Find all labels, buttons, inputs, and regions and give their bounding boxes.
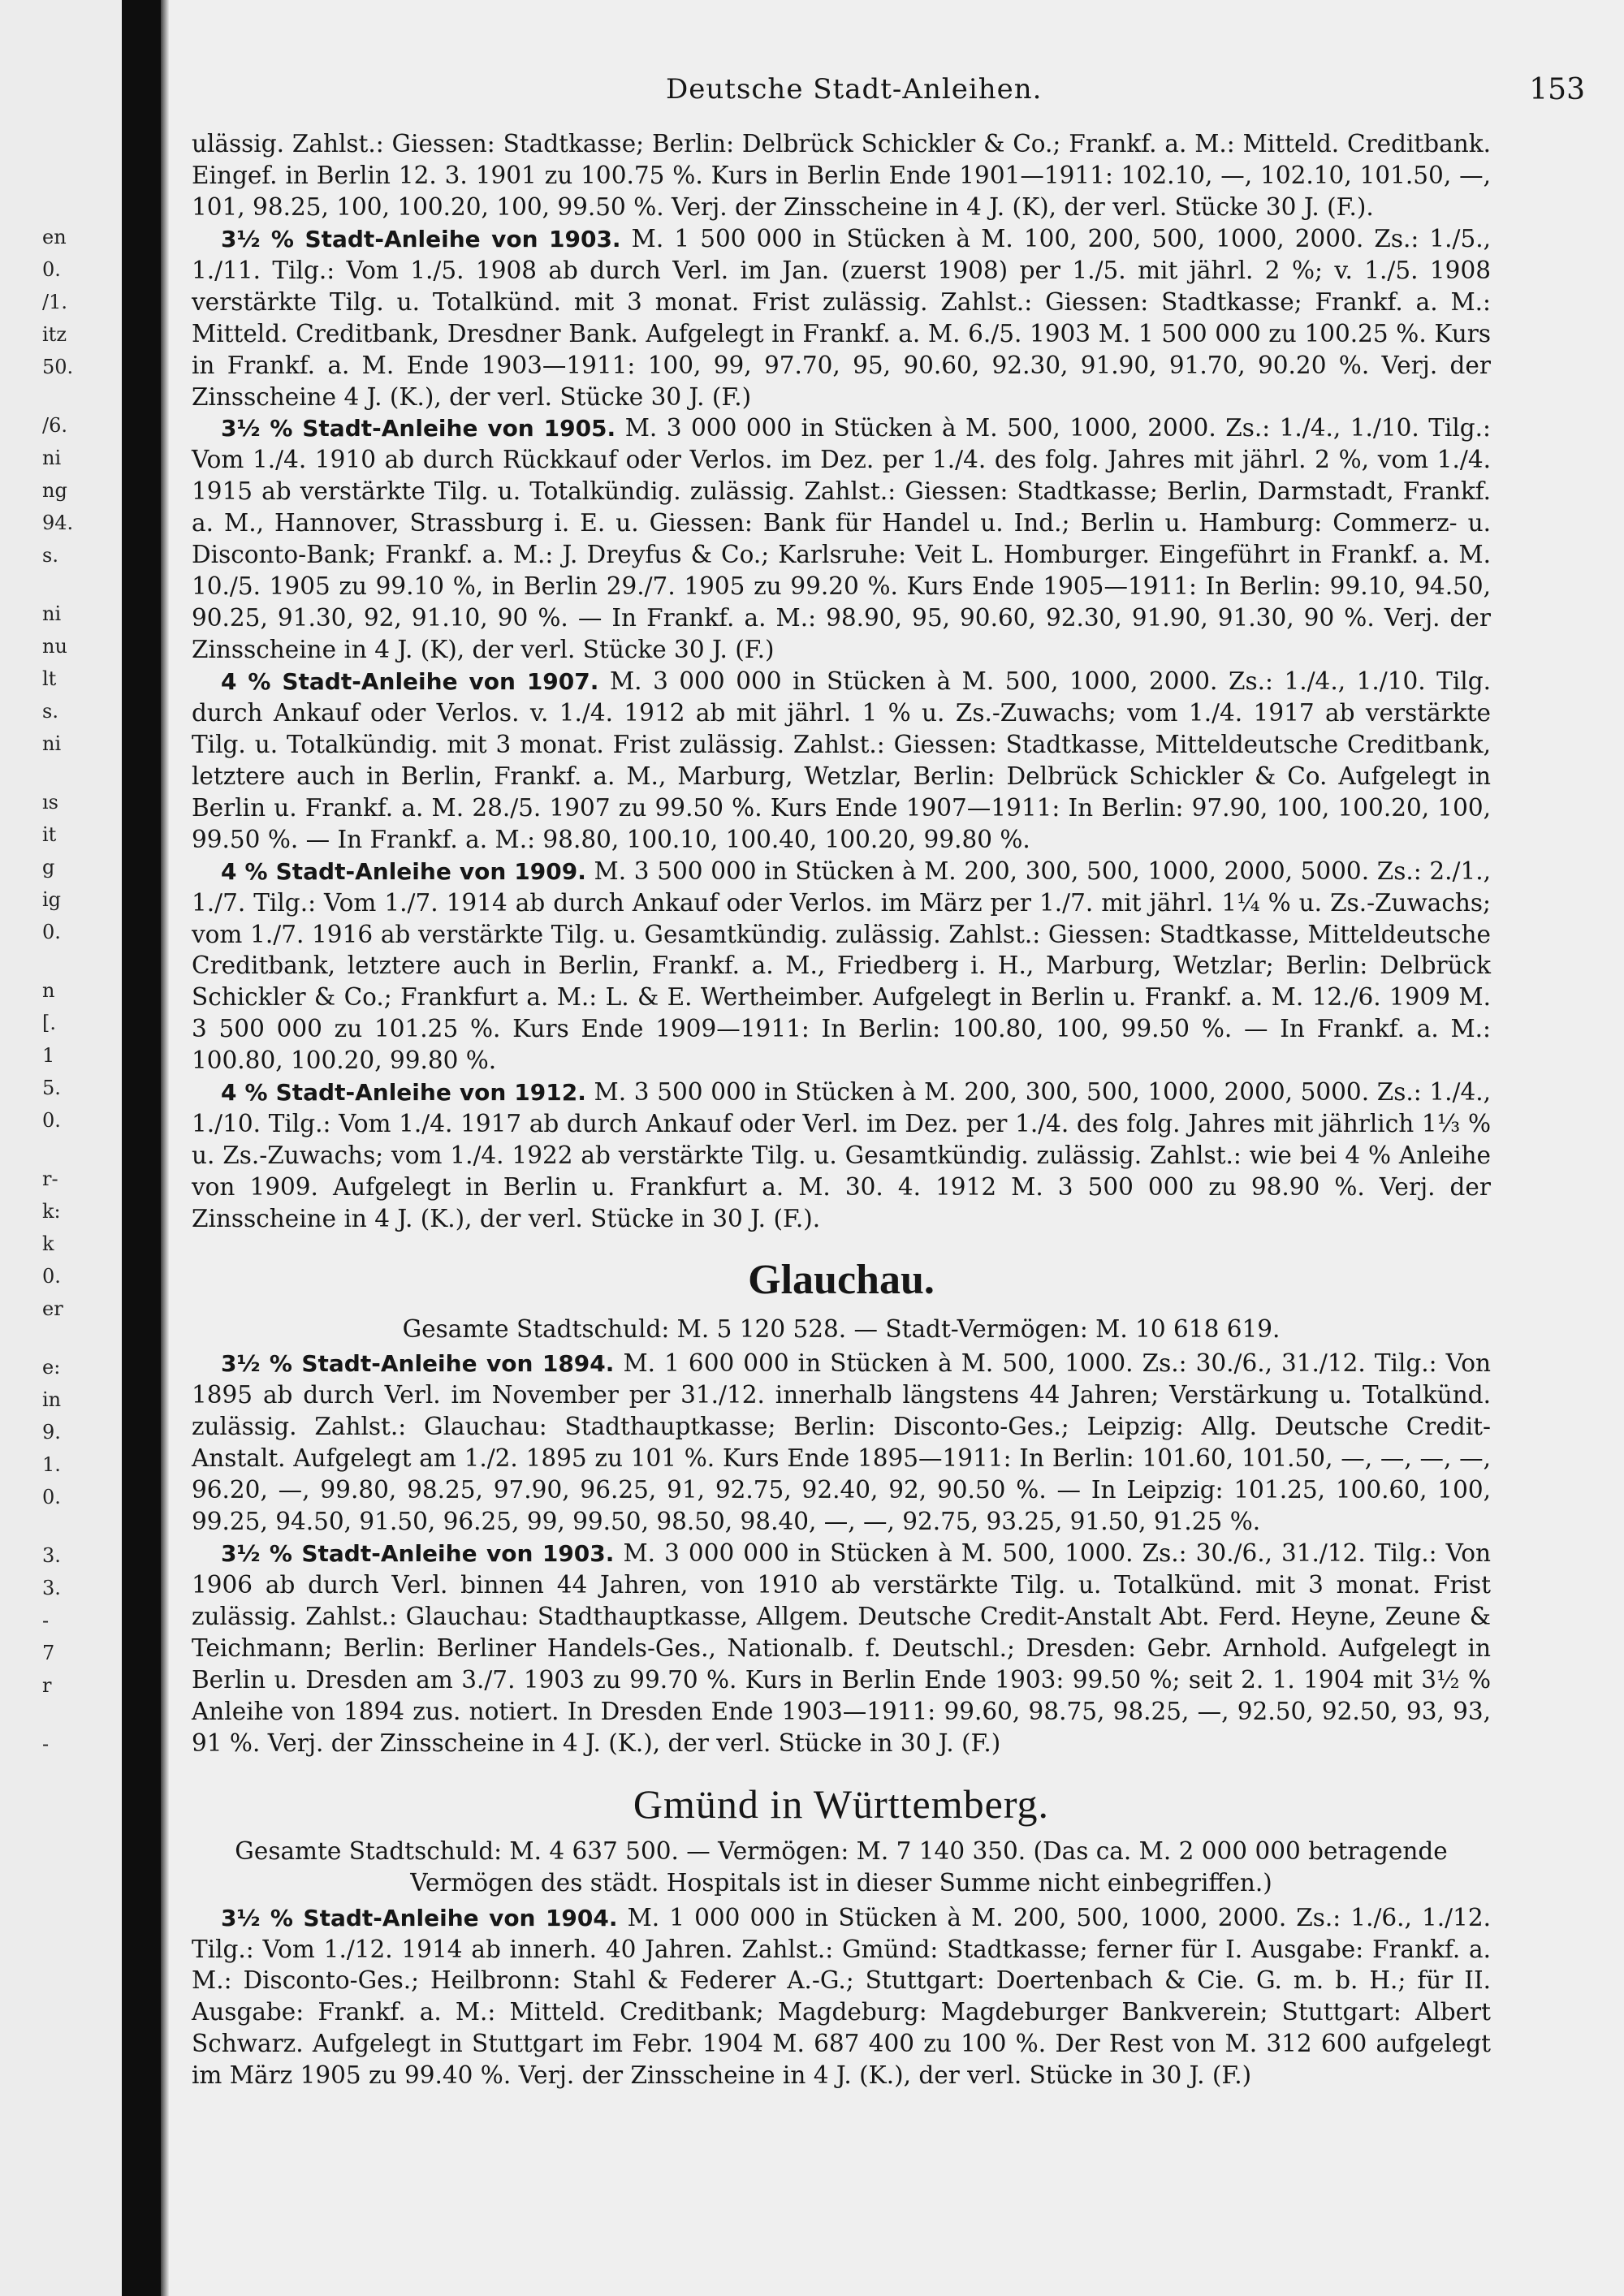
spine-shadow xyxy=(161,0,169,2296)
margin-fragment: 3. xyxy=(42,1577,61,1599)
entry-text: M. 3 000 000 in Stücken à M. 500, 1000. Zs.: 30./6., 31./12. Tilg.: Von 1906 ab durch Verl. binnen 44 Jahren, von 1910 ab verstärkte Tilg. u. Totalkünd. mit 3 monat. Frist zulässig. Zahlst.: Glauchau: Stadthauptkasse, Allgem. Deutsche Credit-Anstalt Abt. Ferd. Heyne, Zeune & Teichmann; Berlin: Berliner Handels-Ges., Nationalb. f. Deutschl.; Dresden: Gebr. Arnhold. Aufgelegt in Berlin u. Dresden am 3./7. 1903 zu 99.70 %. Kurs in Berlin Ende 1903: 99.50 %; seit 2. 1. 1904 mit 3½ % Anleihe von 1894 zus. notiert. In Dresden Ende 1903—1911: 99.60, 98.75, 98.25, —, 92.50, 92.50, 93, 93, 91 %. Verj. der Zinsscheine in 4 J. (K.), der verl. Stücke in 30 J. (F.) xyxy=(192,1539,1491,1757)
margin-fragment: /6. xyxy=(42,414,67,437)
margin-fragment: it xyxy=(42,823,57,846)
entry-text: M. 1 600 000 in Stücken à M. 500, 1000. Zs.: 30./6., 31./12. Tilg.: Von 1895 ab durch Verl. im November per 31./12. innerhalb längstens 44 Jahren; Verstärkung u. Totalkünd. zulässig. Zahlst.: Glauchau: Stadthauptkasse; Berlin: Disconto-Ges.; Leipzig: Allg. Deutsche Credit-Anstalt. Aufgelegt am 1./2. 1895 zu 101 %. Kurs Ende 1895—1911: In Berlin: 101.60, 101.50, —, —, —, —, 96.20, —, 99.80, 98.25, 97.90, 96.25, 91, 92.75, 92.40, 92, 90.50 %. — In Leipzig: 101.25, 100.60, 100, 99.25, 94.50, 91.50, 96.25, 99, 99.50, 98.50, 98.40, —, —, 92.75, 93.25, 91.50, 91.25 %. xyxy=(192,1349,1491,1536)
city-gmuend xyxy=(192,1777,1491,2092)
margin-fragment: er xyxy=(42,1297,63,1320)
margin-fragment: 94. xyxy=(42,511,74,534)
margin-fragment: s. xyxy=(42,700,58,723)
entry-text: M. 3 000 000 in Stücken à M. 500, 1000, 2000. Zs.: 1./4., 1./10. Tilg.: Vom 1./4. 1910 ab durch Rückkauf oder Verlos. im Dez. per 1./4. des folg. Jahres mit jährl. 2 %, vom 1./4. 1915 ab verstärkte Tilg. u. Totalkündig. zulässig. Zahlst.: Giessen: Stadtkasse; Berlin, Darmstadt, Frankf. a. M., Hannover, Strassburg i. E. u. Giessen: Bank für Handel u. Ind.; Berlin u. Hamburg: Commerz- u. Disconto-Bank; Frankf. a. M.: J. Dreyfus & Co.; Karlsruhe: Veit L. Homburger. Eingeführt in Frankf. a. M. 10./5. 1905 zu 99.10 %, in Berlin 29./7. 1905 zu 99.20 %. Kurs Ende 1905—1911: In Berlin: 99.10, 94.50, 90.25, 91.30, 92, 91.10, 90 %. — In Frankf. a. M.: 98.90, 95, 90.60, 92.30, 91.90, 91.30, 90 %. Verj. der Zinsscheine in 4 J. (K), der verl. Stücke 30 J. (F.) xyxy=(192,414,1491,664)
margin-fragment: nu xyxy=(42,635,67,658)
entry-text: M. 3 500 000 in Stücken à M. 200, 300, 500, 1000, 2000, 5000. Zs.: 1./4., 1./10. Tilg.: Vom 1./4. 1917 ab durch Ankauf oder Verl. im Dez. per 1./4. des folg. Jahres mit jährlich 1⅓ % u. Zs.-Zuwachs; vom 1./4. 1922 ab verstärkte Tilg. u. Gesamtkündig. zulässig. Zahlst.: wie bei 4 % Anleihe von 1909. Aufgelegt in Berlin u. Frankfurt a. M. 30. 4. 1912 M. 3 500 000 zu 98.90 %. Verj. der Zinsscheine in 4 J. (K.), der verl. Stücke in 30 J. (F.). xyxy=(192,1078,1491,1232)
entry-title: 4 % Stadt-Anleihe von 1909. xyxy=(221,857,586,885)
margin-fragment: 9. xyxy=(42,1421,61,1444)
margin-fragment: lt xyxy=(42,667,57,690)
entry-title: 3½ % Stadt-Anleihe von 1905. xyxy=(221,415,616,442)
entry-glauchau-1903 xyxy=(192,1538,1491,1759)
margin-fragment: n xyxy=(42,979,55,1002)
page-header xyxy=(169,73,1624,109)
entry-title: 4 % Stadt-Anleihe von 1912. xyxy=(221,1079,586,1107)
entry-text: M. 1 000 000 in Stücken à M. 200, 500, 1000, 2000. Zs.: 1./6., 1./12. Tilg.: Vom 1./12. 1914 ab innerh. 40 Jahren. Zahlst.: Gmünd: Stadtkasse; ferner für I. Ausgabe: Frankf. a. M.: Disconto-Ges.; Heilbronn: Stahl & Federer A.-G.; Stuttgart: Doertenbach & Cie. G. m. b. H.; für II. Ausgabe: Frankf. a. M.: Mitteld. Creditbank; Magdeburg: Magdeburger Bankverein; Stuttgart: Albert Schwarz. Aufgelegt in Stuttgart im Febr. 1904 M. 687 400 zu 100 %. Der Rest von M. 312 600 aufgelegt im März 1905 zu 99.40 %. Verj. der Zinsscheine in 4 J. (K.), der verl. Stücke in 30 J. (F.) xyxy=(192,1903,1491,2090)
entry-giessen-1903 xyxy=(192,223,1491,413)
margin-fragment: - xyxy=(42,1733,50,1755)
margin-fragment: ng xyxy=(42,479,67,502)
margin-fragment: itz xyxy=(42,323,67,346)
margin-fragment: s. xyxy=(42,544,58,567)
margin-fragment: g xyxy=(42,856,55,878)
margin-fragment: 7 xyxy=(42,1642,55,1664)
margin-fragment: 0. xyxy=(42,921,61,943)
margin-fragment: 5. xyxy=(42,1077,61,1099)
entry-title: 3½ % Stadt-Anleihe von 1903. xyxy=(221,1540,615,1568)
margin-fragment: 1 xyxy=(42,1044,55,1067)
margin-fragment: 0. xyxy=(42,1486,61,1508)
margin-fragment: e: xyxy=(42,1356,61,1379)
page xyxy=(169,0,1624,2296)
margin-fragment: ni xyxy=(42,447,62,469)
margin-fragment: ig xyxy=(42,888,62,911)
entry-giessen-1905 xyxy=(192,412,1491,666)
running-head: Deutsche Stadt-Anleihen. xyxy=(666,73,1043,106)
entry-text: M. 3 000 000 in Stücken à M. 500, 1000, 2000. Zs.: 1./4., 1./10. Tilg. durch Ankauf oder Verlos. v. 1./4. 1912 ab mit jährl. 1 % u. Zs.-Zuwachs; vom 1./4. 1917 ab verstärkte Tilg. u. Totalkündig. mit 3 monat. Frist zulässig. Zahlst.: Giessen: Stadtkasse, Mitteldeutsche Creditbank, letztere auch in Berlin, Frankf. a. M., Marburg, Wetzlar, Berlin: Delbrück Schickler & Co. Aufgelegt in Berlin u. Frankf. a. M. 28./5. 1907 zu 99.50 %. Kurs Ende 1907—1911: In Berlin: 97.90, 100, 100.20, 100, 99.50 %. — In Frankf. a. M.: 98.80, 100.10, 100.40, 100.20, 99.80 %. xyxy=(192,667,1491,853)
city-summary: Gesamte Stadtschuld: M. 4 637 500. — Vermögen: M. 7 140 350. (Das ca. M. 2 000 000 betragende Vermögen des städt. Hospitals ist in dieser Summe nicht einbegriffen.) xyxy=(235,1836,1448,1897)
margin-fragment: 0. xyxy=(42,258,61,281)
margin-fragment: k xyxy=(42,1232,54,1255)
entry-title: 4 % Stadt-Anleihe von 1907. xyxy=(221,667,599,695)
entry-glauchau-1894 xyxy=(192,1348,1491,1538)
entry-title: 3½ % Stadt-Anleihe von 1904. xyxy=(221,1904,618,1931)
margin-fragment: 3. xyxy=(42,1544,61,1567)
city-glauchau xyxy=(192,1253,1491,1759)
entry-giessen-1909 xyxy=(192,856,1491,1077)
page-content xyxy=(192,128,1491,2091)
city-summary: Gesamte Stadtschuld: M. 5 120 528. — Stadt-Vermögen: M. 10 618 619. xyxy=(402,1314,1281,1343)
entry-title: 3½ % Stadt-Anleihe von 1894. xyxy=(221,1350,615,1378)
margin-fragment: k: xyxy=(42,1200,61,1223)
entry-text: M. 1 500 000 in Stücken à M. 100, 200, 500, 1000, 2000. Zs.: 1./5., 1./11. Tilg.: Vom 1./5. 1908 ab durch Verl. im Jan. (zuerst 1908) per 1./5. mit jährl. 2 %; v. 1./5. 1908 verstärkte Tilg. u. Totalkünd. mit 3 monat. Frist zulässig. Zahlst.: Giessen: Stadtkasse; Frankf. a. M.: Mitteld. Creditbank, Dresdner Bank. Aufgelegt in Frankf. a. M. 6./5. 1903 M. 1 500 000 zu 100.25 %. Kurs in Frankf. a. M. Ende 1903—1911: 100, 99, 97.70, 95, 90.60, 92.30, 91.90, 91.70, 90.20 %. Verj. der Zinsscheine 4 J. (K.), der verl. Stücke 30 J. (F.) xyxy=(192,224,1491,411)
margin-fragment: - xyxy=(42,1609,50,1632)
margin-fragment: 0. xyxy=(42,1109,61,1132)
margin-fragment: /1. xyxy=(42,291,67,313)
margin-fragment: ni xyxy=(42,732,62,755)
book-spine xyxy=(122,0,161,2296)
margin-fragment: in xyxy=(42,1388,62,1411)
margin-fragment: 1. xyxy=(42,1453,61,1476)
entry-giessen-1907 xyxy=(192,666,1491,856)
margin-fragment: ni xyxy=(42,602,62,625)
margin-fragment: r- xyxy=(42,1167,58,1190)
entry-text: M. 3 500 000 in Stücken à M. 200, 300, 500, 1000, 2000, 5000. Zs.: 2./1., 1./7. Tilg.: Vom 1./7. 1914 ab durch Ankauf oder Verlos. im März per 1./7. mit jährl. 1¼ % u. Zs.-Zuwachs; vom 1./7. 1916 ab verstärkte Tilg. u. Gesamtkündig. zulässig. Zahlst.: Giessen: Stadtkasse, Mitteldeutsche Creditbank, letztere auch in Berlin, Frankf. a. M., Friedberg i. H., Marburg, Wetzlar; Berlin: Delbrück Schickler & Co.; Frankfurt a. M.: L. & E. Wertheimber. Aufgelegt in Berlin u. Frankf. a. M. 12./6. 1909 M. 3 500 000 zu 101.25 %. Kurs Ende 1909—1911: In Berlin: 100.80, 100, 99.50 %. — In Frankf. a. M.: 100.80, 100.20, 99.80 %. xyxy=(192,857,1491,1075)
city-heading: Gmünd in Württemberg. xyxy=(633,1780,1050,1827)
margin-fragment: r xyxy=(42,1674,52,1697)
margin-fragment: [. xyxy=(42,1012,56,1034)
page-number: 153 xyxy=(1529,73,1585,106)
city-heading: Glauchau. xyxy=(748,1256,935,1303)
margin-fragment: 0. xyxy=(42,1265,61,1288)
continuation-paragraph: ulässig. Zahlst.: Giessen: Stadtkasse; Berlin: Delbrück Schickler & Co.; Frankf. a. M.: Mitteld. Creditbank. Eingef. in Berlin 12. 3. 1901 zu 100.75 %. Kurs in Berlin Ende 1901—1911: 102.10, —, 102.10, 101.50, —, 101, 98.25, 100, 100.20, 100, 99.50 %. Verj. der Zinsscheine in 4 J. (K), der verl. Stücke 30 J. (F.). xyxy=(192,130,1491,221)
entry-title: 3½ % Stadt-Anleihe von 1903. xyxy=(221,225,621,252)
margin-fragment: en xyxy=(42,226,67,248)
entry-gmuend-1904 xyxy=(192,1902,1491,2092)
entry-giessen-1912 xyxy=(192,1077,1491,1235)
margin-fragment: ıs xyxy=(42,791,58,814)
margin-fragment: 50. xyxy=(42,356,74,378)
